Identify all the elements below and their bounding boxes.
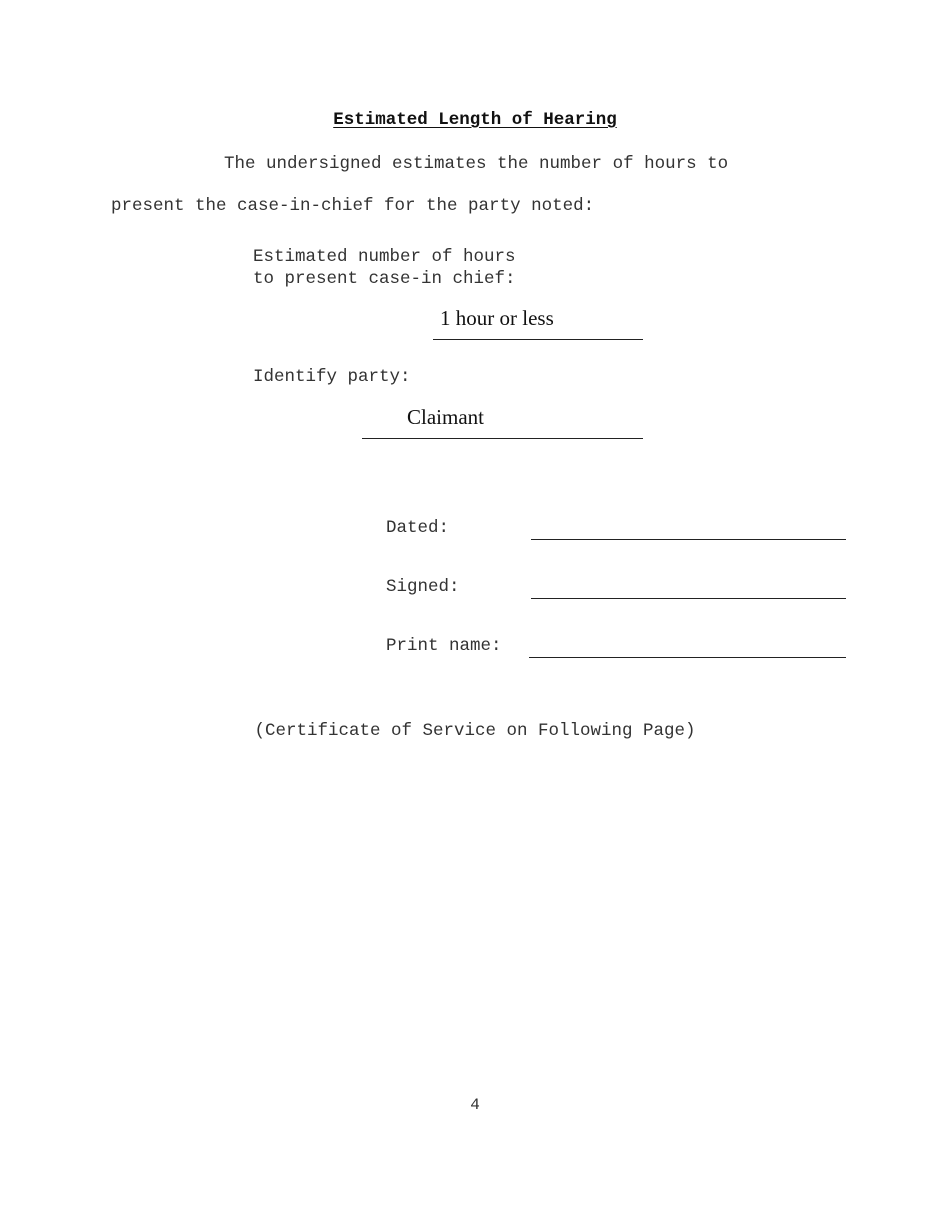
intro-text-line2: present the case-in-chief for the party noted:: [111, 196, 595, 216]
print-name-label: Print name:: [386, 636, 502, 656]
party-value: Claimant: [407, 405, 484, 429]
dated-label: Dated:: [386, 518, 450, 538]
intro-text-line1: The undersigned estimates the number of hours to: [224, 154, 729, 174]
dated-line: [531, 539, 846, 540]
hours-value-underline: [433, 339, 643, 340]
party-label: Identify party:: [253, 367, 411, 387]
hours-label-line1: Estimated number of hours: [253, 247, 516, 267]
party-value-underline: [362, 438, 643, 439]
hours-label-line2: to present case-in chief:: [253, 269, 516, 289]
footer-note: (Certificate of Service on Following Page): [254, 721, 696, 741]
hours-value: 1 hour or less: [440, 306, 554, 330]
signed-label: Signed:: [386, 577, 460, 597]
page-number: 4: [470, 1096, 480, 1114]
signed-line: [531, 598, 846, 599]
document-title: Estimated Length of Hearing: [333, 110, 617, 130]
print-name-line: [529, 657, 846, 658]
